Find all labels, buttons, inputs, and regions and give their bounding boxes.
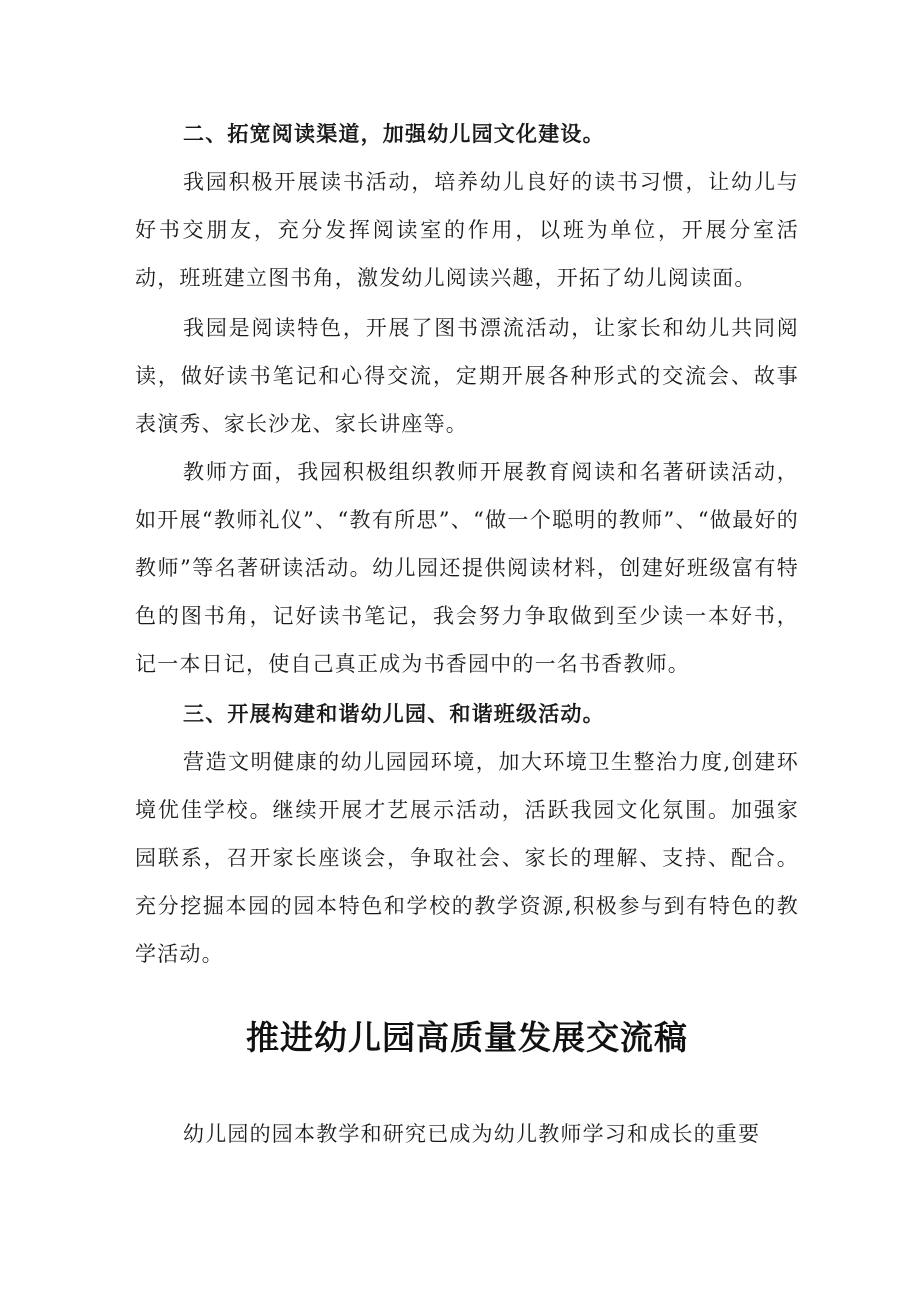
document-title: 推进幼儿园高质量发展交流稿 — [246, 1018, 688, 1057]
section-heading-2: 二、拓宽阅读渠道，加强幼儿园文化建设。 — [183, 122, 605, 146]
paragraph-book-drifting: 我园是阅读特色，开展了图书漂流活动，让家长和幼儿共同阅读，做好读书笔记和心得交流，定期开展各种形式的交流会、故事表演秀、家长沙龙、家长讲座等。 — [135, 316, 799, 436]
intro-paragraph: 幼儿园的园本教学和研究已成为幼儿教师学习和成长的重要 — [183, 1122, 761, 1146]
section-heading-3: 三、开展构建和谐幼儿园、和谐班级活动。 — [183, 702, 605, 726]
paragraph-harmonious-campus: 营造文明健康的幼儿园园环境，加大环境卫生整治力度,创建环境优佳学校。继续开展才艺展示活动，活跃我园文化氛围。加强家园联系，召开家长座谈会，争取社会、家长的理解、支持、配合。充分挖掘本园的园本特色和学校的教学资源,积极参与到有特色的教学活动。 — [135, 750, 799, 966]
document-body — [135, 110, 799, 978]
paragraph-teacher-reading: 教师方面，我园积极组织教师开展教育阅读和名著研读活动，如开展“教师礼仪”、“教有所思”、“做一个聪明的教师”、“做最好的教师”等名著研读活动。幼儿园还提供阅读材料，创建好班级富有特色的图书角，记好读书笔记，我会努力争取做到至少读一本好书，记一本日记，使自己真正成为书香园中的一名书香教师。 — [135, 460, 799, 676]
paragraph-reading-activities: 我园积极开展读书活动，培养幼儿良好的读书习惯，让幼儿与好书交朋友，充分发挥阅读室的作用，以班为单位，开展分室活动，班班建立图书角，激发幼儿阅读兴趣，开拓了幼儿阅读面。 — [135, 170, 799, 290]
